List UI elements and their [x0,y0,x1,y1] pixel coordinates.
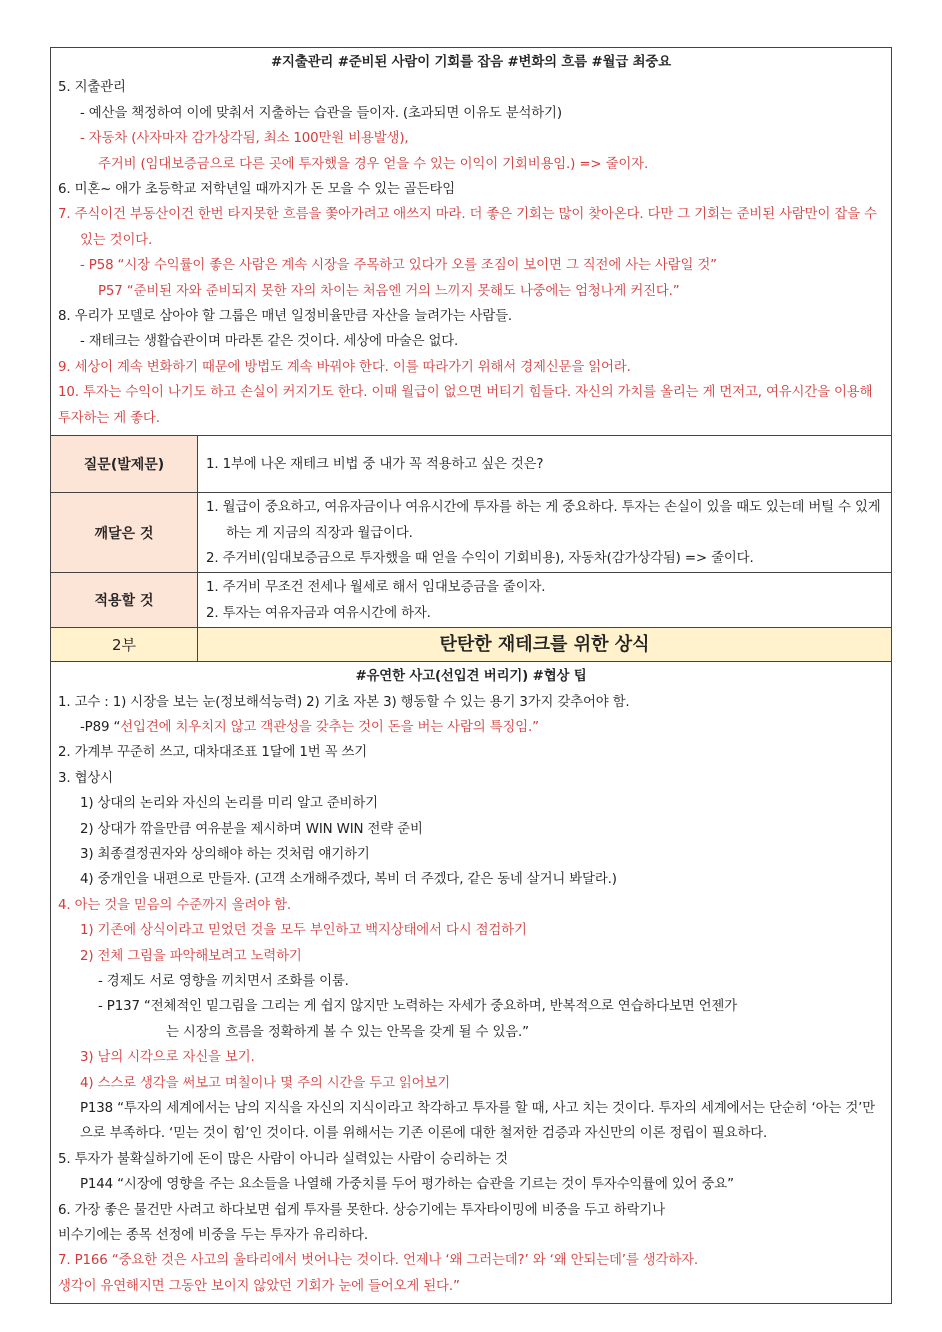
note-line: 1. 고수 : 1) 시장을 보는 눈(정보해석능력) 2) 기초 자본 3) 행동할 수 있는 용기 3가지 갖추어야 함. [58,694,630,710]
question-label: 질문(발제문) [51,436,198,492]
note-line: P144 “시장에 영향을 주는 요소들을 나열해 가중치를 두어 평가하는 습관을 기르는 것이 투자수익률에 있어 중요” [80,1177,734,1193]
note-line: 2. 가계부 꾸준히 쓰고, 대차대조표 1달에 1번 꼭 쓰기 [58,745,368,761]
note-line: 3) 남의 시각으로 자신을 보기. [80,1050,255,1066]
document-table [50,47,892,1304]
note-line: 7. 주식이건 부동산이건 한번 타지못한 흐름을 쫓아가려고 애쓰지 마라. 더 좋은 기회는 많이 찾아온다. 다만 그 기회는 준비된 사람만이 잡을 수 있는 것이다. [58,207,877,248]
part2-header-row [51,627,891,661]
note-line: 4) 스스로 생각을 써보고 며칠이나 몇 주의 시간을 두고 읽어보기 [80,1075,451,1091]
note-line: - 예산을 책정하여 이에 맞춰서 지출하는 습관을 들이자. (초과되면 이유도 분석하기) [80,105,562,121]
note-line: 7. P166 “중요한 것은 사고의 울타리에서 벗어나는 것이다. 언제나 ‘왜 그러는데?’ 와 ‘왜 안되는데’를 생각하자. [58,1253,699,1269]
note-line: 비수기에는 종목 선정에 비중을 두는 투자가 유리하다. [58,1228,369,1244]
apply-row [51,572,891,627]
note-line: - P137 “전체적인 밑그림을 그리는 게 쉽지 않지만 노력하는 자세가 중요하며, 반복적으로 연습하다보면 언젠가 [98,999,737,1015]
apply-item: 1. 주거비 무조건 전세나 월세로 해서 임대보증금을 줄이자. [206,580,546,596]
note-line: 4) 중개인을 내편으로 만들자. (고객 소개해주겠다, 복비 더 주겠다, 같은 동네 살거니 봐달라.) [80,872,617,888]
note-line: 5. 지출관리 [58,80,126,96]
note-line: - 자동차 (사자마자 감가상각됨, 최소 100만원 비용발생), [80,131,409,147]
note-line: 3. 협상시 [58,770,113,786]
note-line: 1) 상대의 논리와 자신의 논리를 미리 알고 준비하기 [80,796,378,812]
section-part1-notes [51,48,891,435]
realized-row [51,492,891,572]
question-row [51,435,891,492]
note-line: 2) 전체 그림을 파악해보려고 노력하기 [80,948,302,964]
section-hashtags: #유연한 사고(선입견 버리기) #협상 팁 [355,669,587,685]
note-line: 1) 기존에 상식이라고 믿었던 것을 모두 부인하고 백지상태에서 다시 점검하기 [80,923,527,939]
note-line: - P58 “시장 수익률이 좋은 사람은 계속 시장을 주목하고 있다가 오를 조짐이 보이면 그 직전에 사는 사람일 것” [80,258,717,274]
note-line [58,715,884,740]
realized-label: 깨달은 것 [51,493,198,572]
apply-item: 2. 투자는 여유자금과 여유시간에 하자. [206,605,431,621]
note-line: P57 “준비된 자와 준비되지 못한 자의 차이는 처음엔 거의 느끼지 못해도 나중에는 엄청나게 커진다.” [98,283,680,299]
note-line: 6. 미혼~ 애가 초등학교 저학년일 때까지가 돈 모을 수 있는 골든타임 [58,182,456,198]
section-part2-notes [51,661,891,1303]
note-line: P138 “투자의 세계에서는 남의 지식을 자신의 지식이라고 착각하고 투자를 할 때, 사고 치는 것이다. 투자의 세계에서는 단순히 ‘아는 것’만으로 부족하다. ‘믿는 것이 힘’인 것이다. 이를 위해서는 기존 이론에 대한 철저한 검증과 자신만의 이론 정립이 필요하다. [80,1101,875,1142]
part2-title: 탄탄한 재테크를 위한 상식 [439,634,650,656]
note-line: 2) 상대가 깎을만큼 여유분을 제시하며 WIN WIN 전략 준비 [80,821,423,837]
note-line: 6. 가장 좋은 물건만 사려고 하다보면 쉽게 투자를 못한다. 상승기에는 투자타이밍에 비중을 두고 하락기나 [58,1202,665,1218]
apply-label: 적용할 것 [51,573,198,627]
note-line: 5. 투자가 불확실하기에 돈이 많은 사람이 아니라 실력있는 사람이 승리하는 것 [58,1151,508,1167]
section-hashtags: #지출관리 #준비된 사람이 기회를 잡음 #변화의 흐름 #월급 최중요 [270,55,671,70]
question-item: 1. 1부에 나온 재테크 비법 중 내가 꼭 적용하고 싶은 것은? [206,456,544,472]
quote-text: 선입견에 치우치지 않고 객관성을 갖추는 것이 돈을 버는 사람의 특징임.” [120,719,539,735]
realized-item: 2. 주거비(임대보증금으로 투자했을 때 얻을 수익이 기회비용), 자동차(감가상각됨) => 줄이다. [206,550,754,566]
part2-label: 2부 [51,628,198,661]
note-line: 생각이 유연해지면 그동안 보이지 않았던 기회가 눈에 들어오게 된다.” [58,1278,460,1294]
note-line: 9. 세상이 계속 변화하기 때문에 방법도 계속 바꿔야 한다. 이를 따라가기 위해서 경제신문을 읽어라. [58,359,631,375]
note-line: 는 시장의 흐름을 정확하게 볼 수 있는 안목을 갖게 될 수 있음.” [166,1024,529,1040]
realized-item: 1. 월급이 중요하고, 여유자금이나 여유시간에 투자를 하는 게 중요하다. 투자는 손실이 있을 때도 있는데 버틸 수 있게 하는 게 지금의 직장과 월급이다. [206,500,881,541]
note-line: 8. 우리가 모델로 삼아야 할 그룹은 매년 일정비율만큼 자산을 늘려가는 사람들. [58,309,512,325]
note-line: 주거비 (임대보증금으로 다른 곳에 투자했을 경우 얻을 수 있는 이익이 기회비용임.) => 줄이자. [98,156,649,172]
note-line: - 재테크는 생활습관이며 마라톤 같은 것이다. 세상에 마술은 없다. [80,334,459,350]
note-line: 10. 투자는 수익이 나기도 하고 손실이 커지기도 한다. 이때 월급이 없으면 버티기 힘들다. 자신의 가치를 올리는 게 먼저고, 여유시간을 이용해 투자하는 게 좋다. [58,385,873,426]
note-line: 4. 아는 것을 믿음의 수준까지 올려야 함. [58,897,292,913]
quote-prefix: -P89 “ [80,719,121,735]
note-line: - 경제도 서로 영향을 끼치면서 조화를 이룸. [98,974,349,989]
note-line: 3) 최종결정권자와 상의해야 하는 것처럼 얘기하기 [80,846,370,862]
